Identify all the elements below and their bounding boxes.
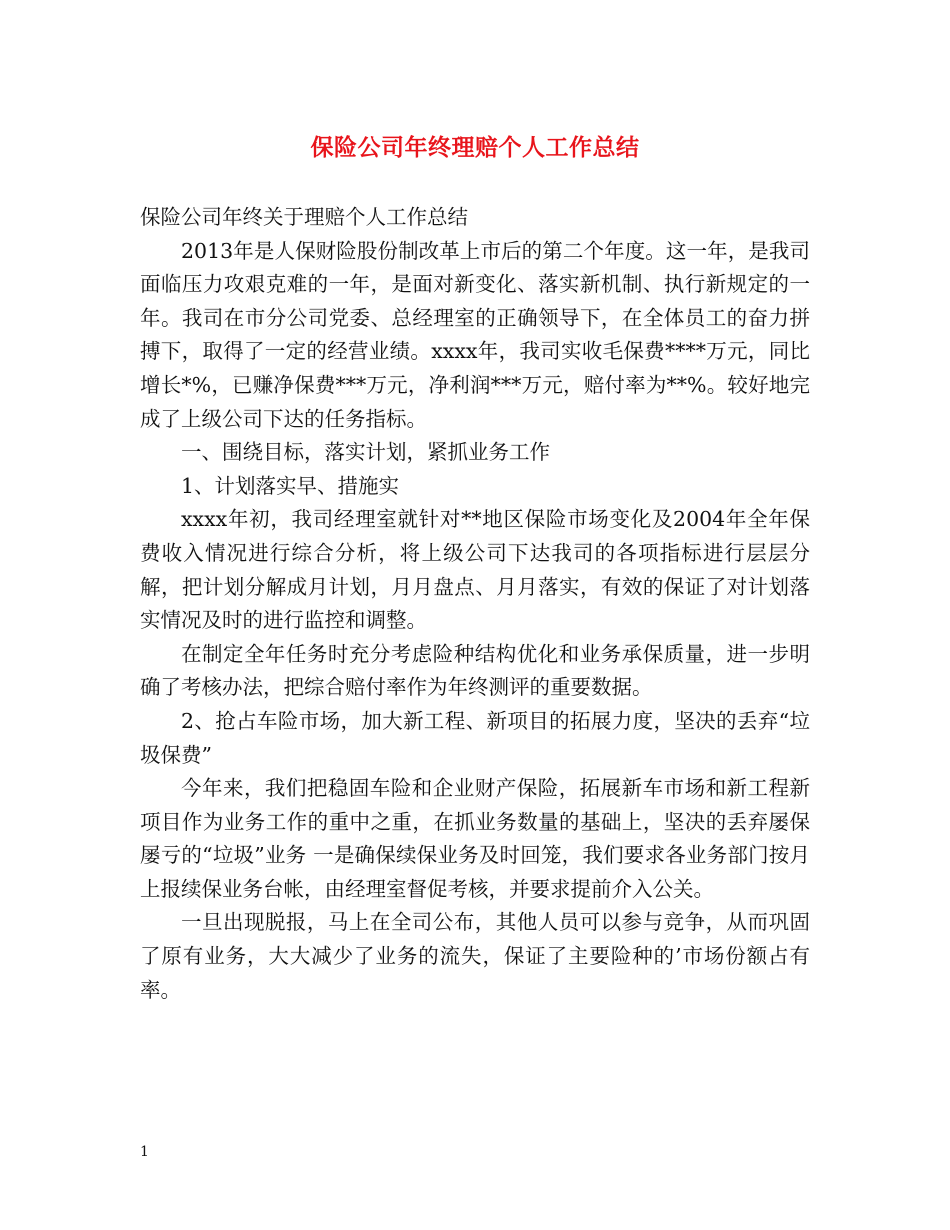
document-title: 保险公司年终理赔个人工作总结 xyxy=(310,134,640,161)
paragraph-market: 今年来，我们把稳固车险和企业财产保险，拓展新车市场和新工程新项目作为业务工作的重中之重，在抓业务数量的基础上，坚决的丢弃屡保屡亏的“垃圾”业务 一是确保续保业务及时回笼，我们要求各业务部门按月上报续保业务台帐，由经理室督促考核，并要求提前介入公关。 xyxy=(140,776,810,901)
paragraph-competition: 一旦出现脱报，马上在全司公布，其他人员可以参与竞争，从而巩固了原有业务，大大减少了业务的流失，保证了主要险种的’市场份额占有率。 xyxy=(140,910,810,1002)
subsection-heading-2: 2、抢占车险市场，加大新工程、新项目的拓展力度，坚决的丢弃“垃圾保费” xyxy=(140,708,810,767)
page-number: 1 xyxy=(140,1144,149,1160)
paragraph-plan: xxxx年初，我司经理室就针对**地区保险市场变化及2004年全年保费收入情况进行综合分析，将上级公司下达我司的各项指标进行层层分解，把计划分解成月计划，月月盘点、月月落实，有效的保证了对计划落实情况及时的进行监控和调整。 xyxy=(140,507,810,633)
paragraph-intro: 2013年是人保财险股份制改革上市后的第二个年度。这一年，是我司面临压力攻艰克难的一年，是面对新变化、落实新机制、执行新规定的一年。我司在市分公司党委、总经理室的正确领导下，在全体员工的奋力拼搏下，取得了一定的经营业绩。xxxx年，我司实收毛保费****万元，同比增长*%，已赚净保费***万元，净利润***万元，赔付率为**%。较好地完成了上级公司下达的任务指标。 xyxy=(140,238,810,431)
subsection-heading-1: 1、计划落实早、措施实 xyxy=(181,473,400,498)
section-heading-1: 一、围绕目标，落实计划，紧抓业务工作 xyxy=(181,440,550,465)
paragraph-subtitle: 保险公司年终关于理赔个人工作总结 xyxy=(140,205,468,229)
paragraph-assessment: 在制定全年任务时充分考虑险种结构优化和业务承保质量，进一步明确了考核办法，把综合赔付率作为年终测评的重要数据。 xyxy=(140,641,810,700)
document-body xyxy=(140,201,810,1007)
